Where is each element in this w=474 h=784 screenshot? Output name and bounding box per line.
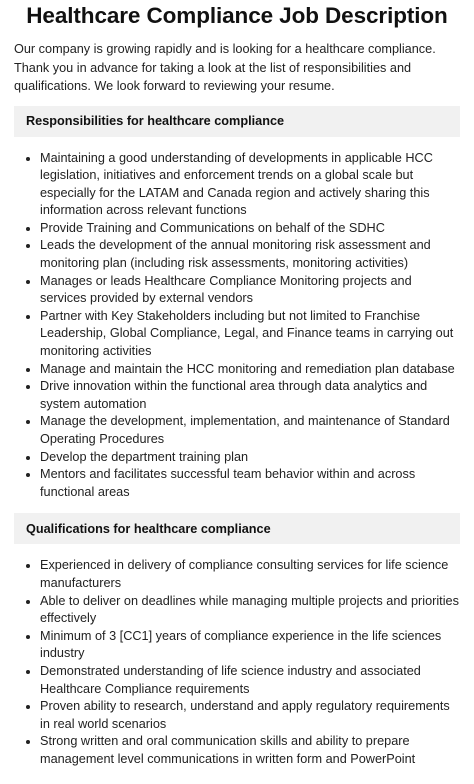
list-item: • Able to deliver on deadlines while managing multiple projects and priorities effectively xyxy=(40,593,460,628)
list-item: • Minimum of 3 [CC1] years of compliance experience in the life sciences industry xyxy=(40,628,460,663)
intro-paragraph: Our company is growing rapidly and is looking for a healthcare compliance. Thank you in advance for taking a look at the list of responsibilities and qualifications. We look forward to reviewing your resume. xyxy=(14,42,436,93)
responsibilities-list xyxy=(14,150,460,502)
qualifications-header xyxy=(14,513,460,544)
responsibilities-heading: Responsibilities for healthcare compliance xyxy=(26,114,285,128)
list-item: • Proven ability to research, understand and apply regulatory requirements in real world scenarios xyxy=(40,698,460,733)
list-item: • Maintaining a good understanding of developments in applicable HCC legislation, initiatives and enforcement trends on a global scale but especially for the LATAM and Canada region and actively sharing this information across relevant functions xyxy=(40,150,460,220)
list-item: • Provide Training and Communications on behalf of the SDHC xyxy=(40,220,460,238)
responsibilities-header xyxy=(14,106,460,137)
list-item: • Manages or leads Healthcare Compliance Monitoring projects and services provided by external vendors xyxy=(40,273,460,308)
qualifications-heading: Qualifications for healthcare compliance xyxy=(26,521,271,536)
list-item: • Mentors and facilitates successful team behavior within and across functional areas xyxy=(40,466,460,501)
qualifications-list xyxy=(14,557,460,768)
list-item: • Develop the department training plan xyxy=(40,449,460,467)
list-item: • Drive innovation within the functional area through data analytics and system automation xyxy=(40,378,460,413)
list-item: • Leads the development of the annual monitoring risk assessment and monitoring plan (including risk assessments, monitoring activities) xyxy=(40,237,460,272)
page-title: Healthcare Compliance Job Description xyxy=(26,3,448,28)
list-item: • Manage and maintain the HCC monitoring and remediation plan database xyxy=(40,361,460,379)
list-item: • Partner with Key Stakeholders including but not limited to Franchise Leadership, Global Compliance, Legal, and Finance teams in carrying out monitoring activities xyxy=(40,308,460,361)
list-item: • Strong written and oral communication skills and ability to prepare management level communications in written form and PowerPoint xyxy=(40,733,460,768)
list-item: • Experienced in delivery of compliance consulting services for life science manufacturers xyxy=(40,557,460,592)
list-item: • Manage the development, implementation, and maintenance of Standard Operating Procedures xyxy=(40,413,460,448)
list-item: • Demonstrated understanding of life science industry and associated Healthcare Compliance requirements xyxy=(40,663,460,698)
